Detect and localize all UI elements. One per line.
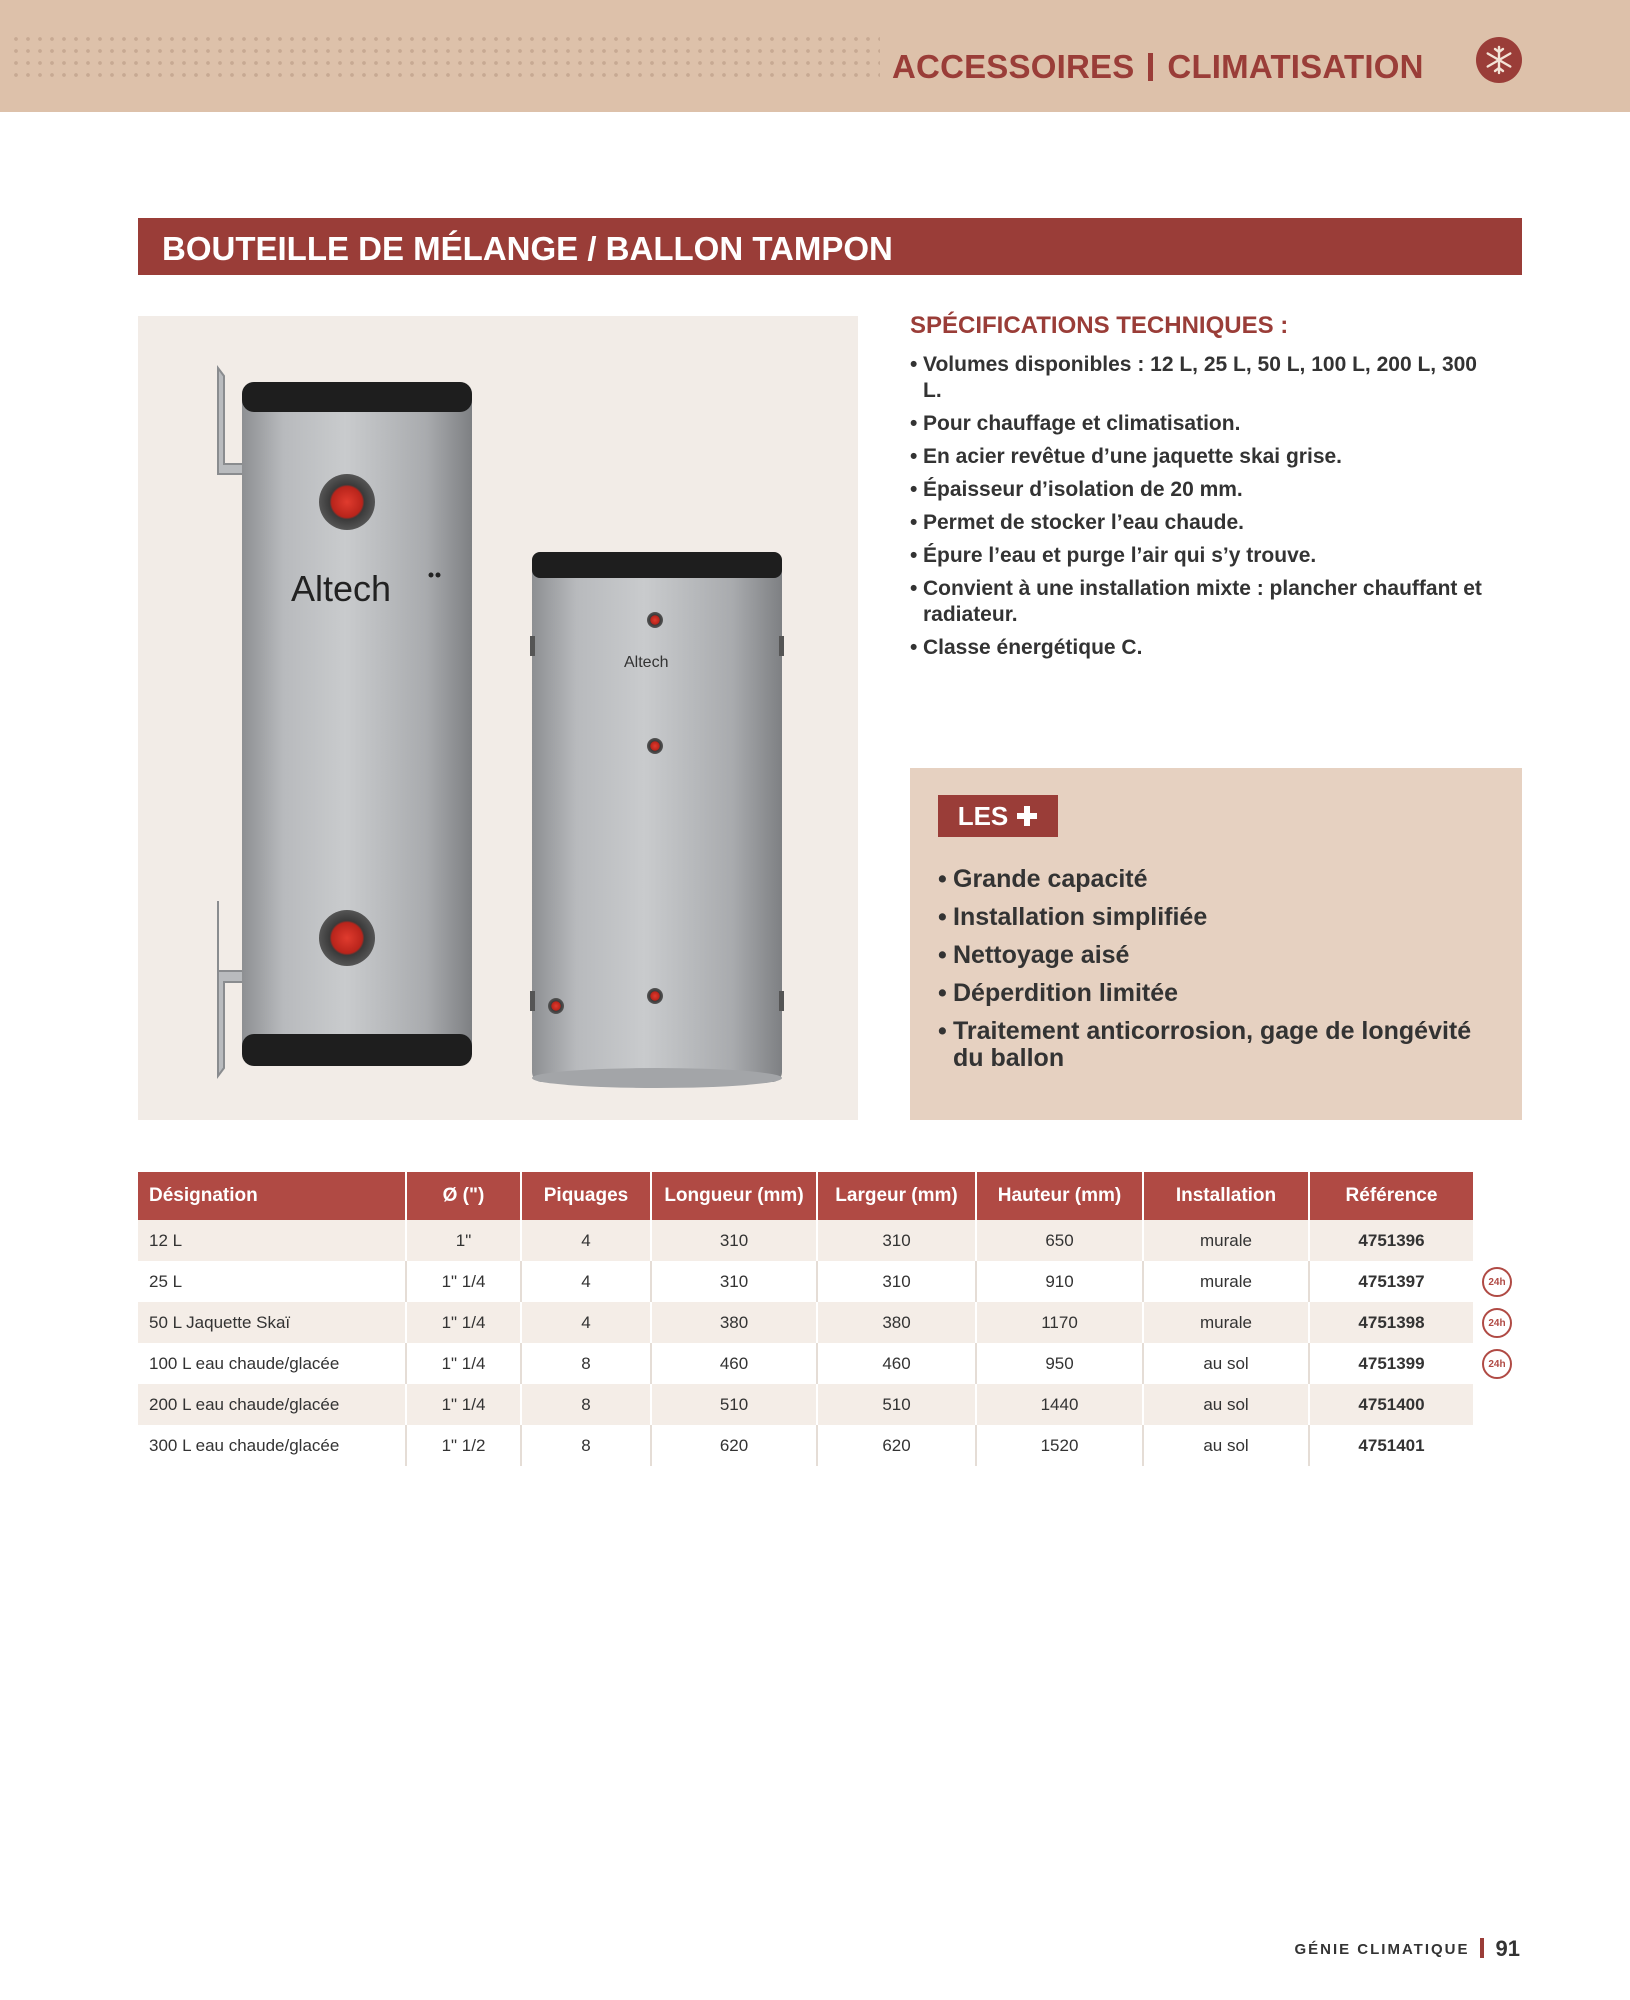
table-cell: 1520 xyxy=(976,1425,1143,1466)
table-cell: murale xyxy=(1143,1261,1309,1302)
table-cell: 620 xyxy=(651,1425,817,1466)
spec-item: • En acier revêtue d’une jaquette skai grise. xyxy=(910,444,1500,470)
advantages-list xyxy=(938,866,1498,1083)
table-cell: 310 xyxy=(817,1220,976,1261)
advantage-item: • Grande capacité xyxy=(938,866,1498,893)
table-cell: 25 L xyxy=(138,1261,406,1302)
spec-item: • Permet de stocker l’eau chaude. xyxy=(910,510,1500,536)
advantages-tag xyxy=(938,795,1058,837)
table-cell: 460 xyxy=(651,1343,817,1384)
table-row xyxy=(138,1343,1473,1384)
advantage-item: • Installation simplifiée xyxy=(938,904,1498,931)
table-cell: 4 xyxy=(521,1261,651,1302)
product-image xyxy=(138,316,858,1120)
advantages-box xyxy=(910,768,1522,1120)
table-cell: murale xyxy=(1143,1220,1309,1261)
table-cell: 310 xyxy=(651,1220,817,1261)
header-subcategory: CLIMATISATION xyxy=(1167,48,1424,85)
table-cell: 4 xyxy=(521,1220,651,1261)
table-cell-reference: 4751398 xyxy=(1309,1302,1473,1343)
table-cell: 510 xyxy=(817,1384,976,1425)
spec-item: • Classe énergétique C. xyxy=(910,635,1500,661)
advantage-item: • Traitement anticorrosion, gage de longévité du ballon xyxy=(938,1018,1498,1072)
table-cell-reference: 4751397 xyxy=(1309,1261,1473,1302)
delivery-24h-icon xyxy=(1482,1308,1512,1338)
table-cell: 510 xyxy=(651,1384,817,1425)
table-cell: 8 xyxy=(521,1384,651,1425)
table-header: Référence xyxy=(1309,1172,1473,1220)
table-cell: 1" 1/4 xyxy=(406,1343,521,1384)
table-cell: 620 xyxy=(817,1425,976,1466)
table-cell-reference: 4751400 xyxy=(1309,1384,1473,1425)
footer-section: GÉNIE CLIMATIQUE xyxy=(1294,1941,1470,1958)
table-cell: 1170 xyxy=(976,1302,1143,1343)
table-cell: 1" 1/2 xyxy=(406,1425,521,1466)
wall-bracket xyxy=(218,368,244,1076)
table-cell: 8 xyxy=(521,1343,651,1384)
advantages-tag-label: LES xyxy=(957,800,1009,831)
footer-separator xyxy=(1480,1938,1484,1958)
table-cell: 1" xyxy=(406,1220,521,1261)
table-header: Installation xyxy=(1143,1172,1309,1220)
tank-large xyxy=(242,382,472,1066)
table-row xyxy=(138,1425,1473,1466)
table-cell: 12 L xyxy=(138,1220,406,1261)
header-separator xyxy=(1148,53,1153,81)
tank-small xyxy=(530,552,784,1088)
page-number: 91 xyxy=(1495,1936,1520,1961)
table-cell: 100 L eau chaude/glacée xyxy=(138,1343,406,1384)
badge-label: 24h xyxy=(1488,1276,1506,1288)
spec-item: • Épaisseur d’isolation de 20 mm. xyxy=(910,477,1500,503)
table-cell-reference: 4751399 xyxy=(1309,1343,1473,1384)
header-category: ACCESSOIRES xyxy=(892,48,1135,85)
specs-title: SPÉCIFICATIONS TECHNIQUES : xyxy=(910,312,1289,339)
delivery-24h-icon xyxy=(1482,1267,1512,1297)
table-cell: au sol xyxy=(1143,1384,1309,1425)
table-header: Piquages xyxy=(521,1172,651,1220)
advantage-item: • Déperdition limitée xyxy=(938,980,1498,1007)
header-title xyxy=(892,48,1424,86)
table-cell: 380 xyxy=(651,1302,817,1343)
table-header: Largeur (mm) xyxy=(817,1172,976,1220)
table-cell: 200 L eau chaude/glacée xyxy=(138,1384,406,1425)
specs-list xyxy=(910,352,1500,668)
table-row xyxy=(138,1220,1473,1261)
header-band xyxy=(0,0,1630,112)
table-cell: 1" 1/4 xyxy=(406,1302,521,1343)
product-table xyxy=(138,1172,1473,1466)
spec-item: • Pour chauffage et climatisation. xyxy=(910,411,1500,437)
table-header: Ø (") xyxy=(406,1172,521,1220)
delivery-24h-icon xyxy=(1482,1349,1512,1379)
brand-logo-large: Altech xyxy=(291,568,392,609)
table-cell: 4 xyxy=(521,1302,651,1343)
table-header: Longueur (mm) xyxy=(651,1172,817,1220)
table-cell: murale xyxy=(1143,1302,1309,1343)
table-cell: au sol xyxy=(1143,1425,1309,1466)
table-cell-reference: 4751396 xyxy=(1309,1220,1473,1261)
table-cell-reference: 4751401 xyxy=(1309,1425,1473,1466)
spec-item: • Convient à une installation mixte : plancher chauffant et radiateur. xyxy=(910,576,1500,628)
table-header: Désignation xyxy=(138,1172,406,1220)
spec-item: • Volumes disponibles : 12 L, 25 L, 50 L, 100 L, 200 L, 300 L. xyxy=(910,352,1500,404)
section-title: BOUTEILLE DE MÉLANGE / BALLON TAMPON xyxy=(162,230,893,267)
table-cell: 8 xyxy=(521,1425,651,1466)
table-cell: au sol xyxy=(1143,1343,1309,1384)
badge-label: 24h xyxy=(1488,1317,1506,1329)
table-header: Hauteur (mm) xyxy=(976,1172,1143,1220)
table-cell: 380 xyxy=(817,1302,976,1343)
page-footer xyxy=(1294,1936,1520,1962)
table-cell: 310 xyxy=(651,1261,817,1302)
badge-label: 24h xyxy=(1488,1358,1506,1370)
spec-item: • Épure l’eau et purge l’air qui s’y trouve. xyxy=(910,543,1500,569)
table-cell: 1" 1/4 xyxy=(406,1261,521,1302)
table-cell: 300 L eau chaude/glacée xyxy=(138,1425,406,1466)
table-cell: 650 xyxy=(976,1220,1143,1261)
table-cell: 950 xyxy=(976,1343,1143,1384)
table-row xyxy=(138,1302,1473,1343)
table-cell: 910 xyxy=(976,1261,1143,1302)
table-row xyxy=(138,1384,1473,1425)
brand-logo-small: Altech xyxy=(624,654,669,671)
table-cell: 310 xyxy=(817,1261,976,1302)
table-cell: 1" 1/4 xyxy=(406,1384,521,1425)
table-cell: 460 xyxy=(817,1343,976,1384)
advantage-item: • Nettoyage aisé xyxy=(938,942,1498,969)
plus-icon xyxy=(1016,805,1038,827)
dot-pattern xyxy=(10,33,880,85)
table-header-row xyxy=(138,1172,1473,1220)
snowflake-icon xyxy=(1476,37,1522,83)
section-title-bar xyxy=(138,218,1522,275)
table-cell: 50 L Jaquette Skaï xyxy=(138,1302,406,1343)
table-cell: 1440 xyxy=(976,1384,1143,1425)
table-row xyxy=(138,1261,1473,1302)
